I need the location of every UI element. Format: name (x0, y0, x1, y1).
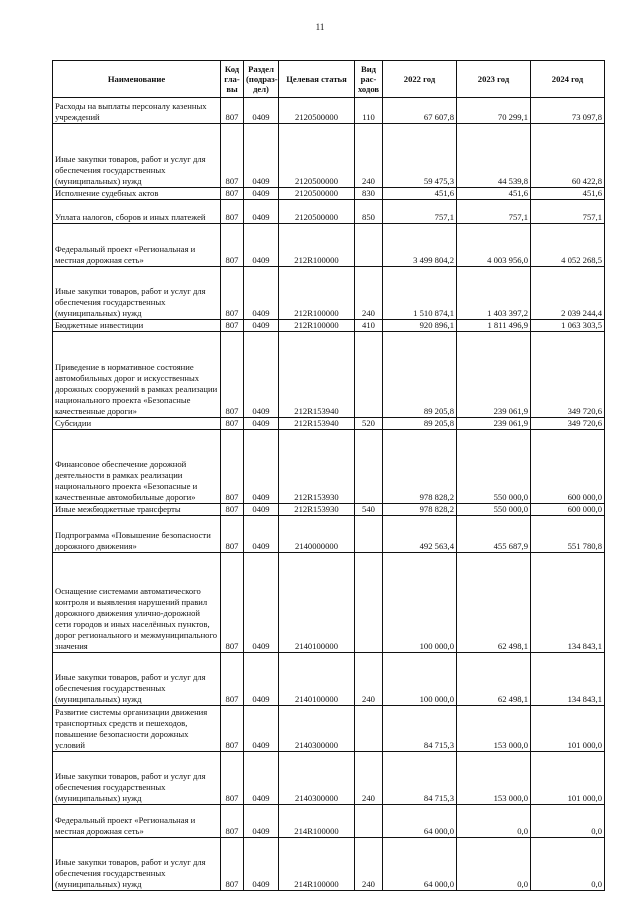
cell-2024: 60 422,8 (531, 124, 605, 188)
cell-target: 212R100000 (279, 267, 355, 320)
cell-type: 240 (355, 124, 383, 188)
cell-2024: 134 843,1 (531, 653, 605, 706)
cell-name: Иные закупки товаров, работ и услуг для обеспечения государственных (муниципальных) нужд (53, 653, 221, 706)
cell-2024: 134 843,1 (531, 553, 605, 653)
table-row (53, 805, 605, 838)
cell-chapter: 807 (221, 200, 244, 224)
header-name: Наименование (53, 61, 221, 98)
header-type: Вид рас-ходов (355, 61, 383, 98)
cell-type: 110 (355, 98, 383, 124)
cell-type: 540 (355, 504, 383, 516)
cell-2022: 492 563,4 (383, 516, 457, 553)
cell-2022: 84 715,3 (383, 752, 457, 805)
cell-2023: 0,0 (457, 805, 531, 838)
cell-target: 2120500000 (279, 188, 355, 200)
cell-2024: 600 000,0 (531, 504, 605, 516)
cell-target: 2120500000 (279, 200, 355, 224)
page-number: 11 (315, 22, 325, 32)
cell-section: 0409 (244, 504, 279, 516)
table-row (53, 752, 605, 805)
cell-name: Федеральный проект «Региональная и местная дорожная сеть» (53, 224, 221, 267)
cell-type (355, 553, 383, 653)
cell-2024: 551 780,8 (531, 516, 605, 553)
cell-2022: 100 000,0 (383, 553, 457, 653)
cell-2023: 1 811 496,9 (457, 320, 531, 332)
cell-chapter: 807 (221, 332, 244, 418)
cell-2023: 239 061,9 (457, 332, 531, 418)
table-row (53, 200, 605, 224)
cell-section: 0409 (244, 653, 279, 706)
cell-2024: 101 000,0 (531, 752, 605, 805)
cell-2023: 44 539,8 (457, 124, 531, 188)
table-row (53, 430, 605, 504)
cell-name: Федеральный проект «Региональная и местная дорожная сеть» (53, 805, 221, 838)
cell-section: 0409 (244, 320, 279, 332)
cell-2023: 0,0 (457, 838, 531, 891)
cell-2023: 4 003 956,0 (457, 224, 531, 267)
table-row (53, 553, 605, 653)
cell-2023: 451,6 (457, 188, 531, 200)
cell-target: 212R153940 (279, 332, 355, 418)
cell-2022: 920 896,1 (383, 320, 457, 332)
cell-target: 2140100000 (279, 653, 355, 706)
cell-2023: 239 061,9 (457, 418, 531, 430)
cell-2022: 89 205,8 (383, 332, 457, 418)
table-row (53, 418, 605, 430)
cell-2022: 64 000,0 (383, 838, 457, 891)
table-row (53, 224, 605, 267)
budget-table (52, 60, 605, 891)
cell-chapter: 807 (221, 98, 244, 124)
table-row (53, 320, 605, 332)
cell-2023: 1 403 397,2 (457, 267, 531, 320)
cell-name: Уплата налогов, сборов и иных платежей (53, 200, 221, 224)
cell-2023: 550 000,0 (457, 504, 531, 516)
cell-chapter: 807 (221, 516, 244, 553)
cell-chapter: 807 (221, 706, 244, 752)
cell-name: Приведение в нормативное состояние автомобильных дорог и искусственных дорожных сооружений в рамках реализации национального проекта «Безопасные качественные дороги» (53, 332, 221, 418)
cell-chapter: 807 (221, 752, 244, 805)
cell-section: 0409 (244, 430, 279, 504)
cell-type (355, 332, 383, 418)
cell-chapter: 807 (221, 188, 244, 200)
cell-type: 240 (355, 653, 383, 706)
cell-2022: 978 828,2 (383, 504, 457, 516)
header-2024: 2024 год (531, 61, 605, 98)
cell-chapter: 807 (221, 838, 244, 891)
cell-name: Иные закупки товаров, работ и услуг для обеспечения государственных (муниципальных) нужд (53, 838, 221, 891)
cell-2024: 101 000,0 (531, 706, 605, 752)
cell-2024: 4 052 268,5 (531, 224, 605, 267)
cell-section: 0409 (244, 267, 279, 320)
cell-chapter: 807 (221, 805, 244, 838)
cell-name: Расходы на выплаты персоналу казенных учреждений (53, 98, 221, 124)
cell-2023: 70 299,1 (457, 98, 531, 124)
header-target: Целевая статья (279, 61, 355, 98)
cell-type: 520 (355, 418, 383, 430)
cell-chapter: 807 (221, 320, 244, 332)
header-row (53, 61, 605, 98)
cell-target: 2140300000 (279, 752, 355, 805)
cell-2024: 2 039 244,4 (531, 267, 605, 320)
cell-type (355, 224, 383, 267)
table-row (53, 653, 605, 706)
cell-2024: 1 063 303,5 (531, 320, 605, 332)
table-row (53, 124, 605, 188)
cell-section: 0409 (244, 706, 279, 752)
cell-target: 2140000000 (279, 516, 355, 553)
cell-name: Бюджетные инвестиции (53, 320, 221, 332)
header-chapter: Код гла-вы (221, 61, 244, 98)
cell-section: 0409 (244, 332, 279, 418)
cell-2022: 1 510 874,1 (383, 267, 457, 320)
cell-target: 2120500000 (279, 124, 355, 188)
cell-type: 830 (355, 188, 383, 200)
cell-type (355, 805, 383, 838)
cell-target: 212R153930 (279, 430, 355, 504)
cell-chapter: 807 (221, 430, 244, 504)
cell-2023: 62 498,1 (457, 653, 531, 706)
cell-2024: 73 097,8 (531, 98, 605, 124)
cell-target: 212R100000 (279, 320, 355, 332)
cell-section: 0409 (244, 224, 279, 267)
cell-2024: 349 720,6 (531, 418, 605, 430)
cell-type: 240 (355, 838, 383, 891)
cell-2024: 757,1 (531, 200, 605, 224)
cell-chapter: 807 (221, 124, 244, 188)
cell-2024: 349 720,6 (531, 332, 605, 418)
cell-chapter: 807 (221, 653, 244, 706)
cell-target: 2140100000 (279, 553, 355, 653)
cell-2023: 62 498,1 (457, 553, 531, 653)
cell-section: 0409 (244, 188, 279, 200)
table-row (53, 838, 605, 891)
table-row (53, 516, 605, 553)
cell-section: 0409 (244, 124, 279, 188)
cell-2022: 67 607,8 (383, 98, 457, 124)
cell-type: 240 (355, 267, 383, 320)
header-2023: 2023 год (457, 61, 531, 98)
cell-2022: 451,6 (383, 188, 457, 200)
cell-2022: 978 828,2 (383, 430, 457, 504)
cell-name: Исполнение судебных актов (53, 188, 221, 200)
header-section: Раздел (подраз-дел) (244, 61, 279, 98)
cell-section: 0409 (244, 98, 279, 124)
cell-target: 2120500000 (279, 98, 355, 124)
cell-2022: 89 205,8 (383, 418, 457, 430)
cell-section: 0409 (244, 200, 279, 224)
header-2022: 2022 год (383, 61, 457, 98)
cell-type (355, 706, 383, 752)
cell-2022: 64 000,0 (383, 805, 457, 838)
cell-section: 0409 (244, 838, 279, 891)
cell-2024: 0,0 (531, 805, 605, 838)
cell-target: 212R100000 (279, 224, 355, 267)
cell-2022: 59 475,3 (383, 124, 457, 188)
cell-name: Субсидии (53, 418, 221, 430)
cell-2024: 600 000,0 (531, 430, 605, 504)
cell-section: 0409 (244, 553, 279, 653)
cell-2022: 3 499 804,2 (383, 224, 457, 267)
cell-target: 214R100000 (279, 805, 355, 838)
cell-2022: 84 715,3 (383, 706, 457, 752)
cell-type: 410 (355, 320, 383, 332)
cell-2023: 455 687,9 (457, 516, 531, 553)
cell-name: Иные межбюджетные трансферты (53, 504, 221, 516)
table-row (53, 98, 605, 124)
cell-chapter: 807 (221, 267, 244, 320)
cell-2023: 757,1 (457, 200, 531, 224)
cell-name: Иные закупки товаров, работ и услуг для обеспечения государственных (муниципальных) нужд (53, 752, 221, 805)
cell-name: Развитие системы организации движения транспортных средств и пешеходов, повышение безопасности дорожных условий (53, 706, 221, 752)
cell-2023: 550 000,0 (457, 430, 531, 504)
cell-type (355, 430, 383, 504)
cell-type: 240 (355, 752, 383, 805)
cell-target: 212R153940 (279, 418, 355, 430)
cell-section: 0409 (244, 805, 279, 838)
cell-chapter: 807 (221, 418, 244, 430)
cell-section: 0409 (244, 418, 279, 430)
cell-2024: 451,6 (531, 188, 605, 200)
cell-2024: 0,0 (531, 838, 605, 891)
cell-name: Подпрограмма «Повышение безопасности дорожного движения» (53, 516, 221, 553)
cell-2022: 757,1 (383, 200, 457, 224)
cell-chapter: 807 (221, 224, 244, 267)
table-row (53, 706, 605, 752)
cell-name: Иные закупки товаров, работ и услуг для обеспечения государственных (муниципальных) нужд (53, 124, 221, 188)
table-row (53, 504, 605, 516)
table-row (53, 188, 605, 200)
cell-chapter: 807 (221, 553, 244, 653)
cell-section: 0409 (244, 752, 279, 805)
cell-target: 214R100000 (279, 838, 355, 891)
cell-section: 0409 (244, 516, 279, 553)
cell-name: Иные закупки товаров, работ и услуг для обеспечения государственных (муниципальных) нужд (53, 267, 221, 320)
cell-target: 2140300000 (279, 706, 355, 752)
table-row (53, 332, 605, 418)
cell-name: Финансовое обеспечение дорожной деятельности в рамках реализации национального проекта «Безопасные и качественные автомобильные дороги» (53, 430, 221, 504)
table-row (53, 267, 605, 320)
cell-type: 850 (355, 200, 383, 224)
cell-target: 212R153930 (279, 504, 355, 516)
cell-2022: 100 000,0 (383, 653, 457, 706)
cell-2023: 153 000,0 (457, 706, 531, 752)
cell-chapter: 807 (221, 504, 244, 516)
cell-type (355, 516, 383, 553)
cell-name: Оснащение системами автоматического контроля и выявления нарушений правил дорожного движения улично-дорожной сети городов и иных населённых пунктов, дорог регионального и межмуниципального значения (53, 553, 221, 653)
cell-2023: 153 000,0 (457, 752, 531, 805)
